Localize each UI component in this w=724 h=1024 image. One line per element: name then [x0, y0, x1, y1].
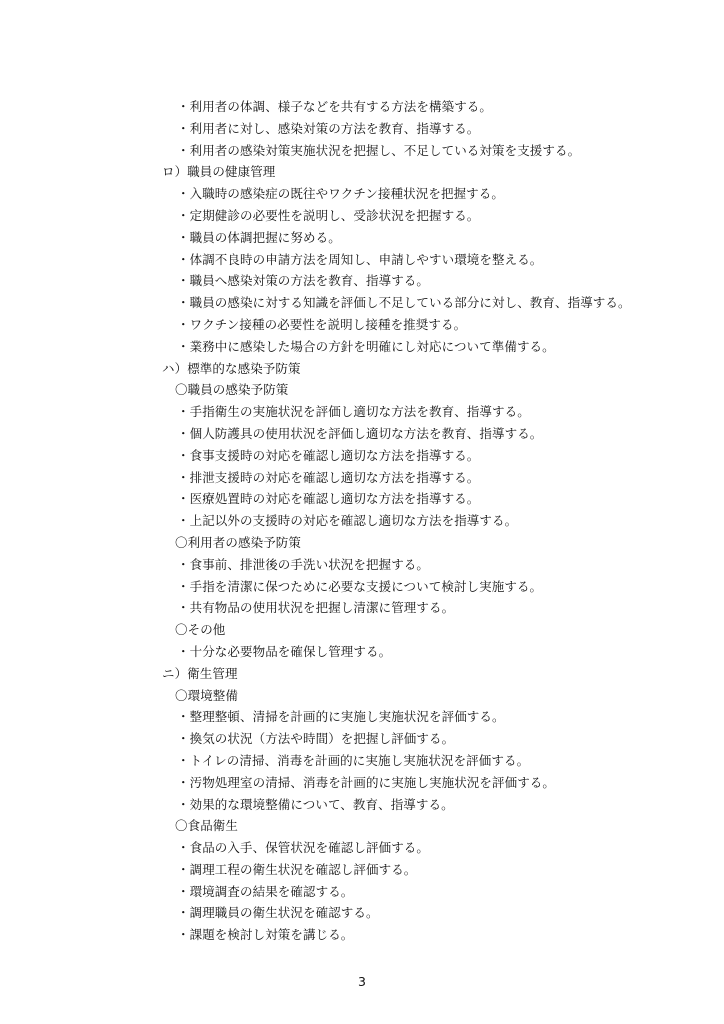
section-heading: ロ）職員の健康管理: [162, 164, 276, 180]
bullet-item: ・業務中に感染した場合の方針を明確にし対応について準備する。: [177, 338, 555, 354]
bullet-item: ・排泄支援時の対応を確認し適切な方法を指導する。: [177, 469, 480, 485]
bullet-item: ・上記以外の支援時の対応を確認し適切な方法を指導する。: [177, 513, 518, 529]
document-body: [162, 96, 682, 946]
bullet-item: ・職員へ感染対策の方法を教育、指導する。: [177, 273, 430, 289]
section-heading: ハ）標準的な感染予防策: [162, 360, 301, 376]
subsection-heading: 〇利用者の感染予防策: [175, 534, 302, 550]
bullet-item: ・入職時の感染症の既往やワクチン接種状況を把握する。: [177, 186, 504, 202]
bullet-item: ・汚物処理室の清掃、消毒を計画的に実施し実施状況を評価する。: [177, 774, 556, 790]
bullet-item: ・調理工程の衛生状況を確認し評価する。: [177, 861, 417, 877]
bullet-item: ・ワクチン接種の必要性を説明し接種を推奨する。: [177, 316, 467, 332]
bullet-item: ・利用者の感染対策実施状況を把握し、不足している対策を支援する。: [177, 142, 581, 158]
bullet-item: ・職員の体調把握に努める。: [177, 229, 341, 245]
section-heading: ニ）衛生管理: [162, 665, 238, 681]
subsection-heading: 〇その他: [175, 622, 226, 638]
bullet-item: ・整理整頓、清掃を計画的に実施し実施状況を評価する。: [177, 709, 505, 725]
bullet-item: ・課題を検討し対策を講じる。: [177, 927, 354, 943]
bullet-item: ・手指を清潔に保つために必要な支援について検討し実施する。: [177, 578, 543, 594]
subsection-heading: 〇環境整備: [175, 687, 239, 703]
subsection-heading: 〇職員の感染予防策: [175, 382, 289, 398]
subsection-heading: 〇食品衛生: [175, 818, 239, 834]
bullet-item: ・体調不良時の申請方法を周知し、申請しやすい環境を整える。: [177, 251, 543, 267]
bullet-item: ・食事支援時の対応を確認し適切な方法を指導する。: [177, 447, 480, 463]
bullet-item: ・医療処置時の対応を確認し適切な方法を指導する。: [177, 491, 480, 507]
bullet-item: ・定期健診の必要性を説明し、受診状況を把握する。: [177, 207, 480, 223]
bullet-item: ・十分な必要物品を確保し管理する。: [177, 643, 392, 659]
bullet-item: ・食事前、排泄後の手洗い状況を把握する。: [177, 556, 430, 572]
bullet-item: ・職員の感染に対する知識を評価し不足している部分に対し、教育、指導する。: [177, 295, 631, 311]
bullet-item: ・手指衛生の実施状況を評価し適切な方法を教育、指導する。: [177, 404, 530, 420]
page-number: 3: [358, 974, 366, 989]
bullet-item: ・食品の入手、保管状況を確認し評価する。: [177, 840, 430, 856]
bullet-item: ・効果的な環境整備について、教育、指導する。: [177, 796, 454, 812]
bullet-item: ・環境調査の結果を確認する。: [177, 883, 354, 899]
bullet-item: ・利用者に対し、感染対策の方法を教育、指導する。: [177, 120, 480, 136]
bullet-item: ・調理職員の衛生状況を確認する。: [177, 905, 379, 921]
bullet-item: ・換気の状況（方法や時間）を把握し評価する。: [177, 731, 455, 747]
bullet-item: ・トイレの清掃、消毒を計画的に実施し実施状況を評価する。: [177, 752, 530, 768]
bullet-item: ・共有物品の使用状況を把握し清潔に管理する。: [177, 600, 455, 616]
bullet-item: ・利用者の体調、様子などを共有する方法を構築する。: [177, 99, 493, 114]
bullet-item: ・個人防護具の使用状況を評価し適切な方法を教育、指導する。: [177, 425, 543, 441]
